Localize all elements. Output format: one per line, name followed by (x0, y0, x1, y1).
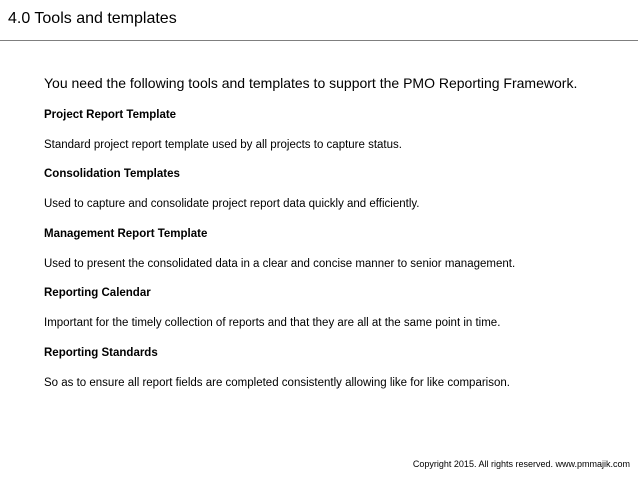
item-description-reporting-standards: So as to ensure all report fields are completed consistently allowing like for like comparison. (44, 377, 510, 389)
item-description-project-report-template: Standard project report template used by all projects to capture status. (44, 139, 402, 151)
item-description-reporting-calendar: Important for the timely collection of reports and that they are all at the same point in time. (44, 317, 501, 329)
item-heading-consolidation-templates: Consolidation Templates (44, 168, 180, 180)
item-heading-reporting-calendar: Reporting Calendar (44, 287, 151, 299)
copyright-footer: Copyright 2015. All rights reserved. www.pmmajik.com (412, 459, 630, 469)
item-description-consolidation-templates: Used to capture and consolidate project report data quickly and efficiently. (44, 198, 420, 210)
item-heading-management-report-template: Management Report Template (44, 228, 208, 240)
item-heading-project-report-template: Project Report Template (44, 109, 177, 121)
slide-title: 4.0 Tools and templates (8, 10, 177, 27)
title-divider (0, 40, 638, 41)
item-heading-reporting-standards: Reporting Standards (44, 347, 158, 359)
intro-text: You need the following tools and templates to support the PMO Reporting Framework. (44, 75, 578, 91)
item-description-management-report-template: Used to present the consolidated data in a clear and concise manner to senior management. (44, 258, 516, 270)
